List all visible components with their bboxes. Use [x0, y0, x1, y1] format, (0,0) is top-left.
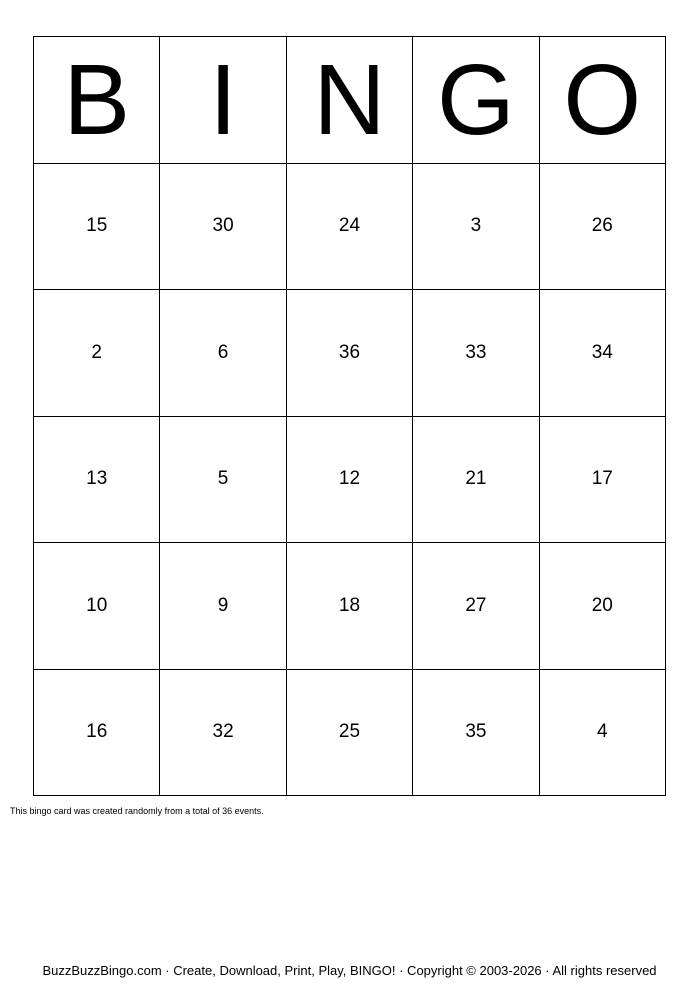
bingo-cell: 24	[287, 164, 413, 291]
bingo-cell: 26	[540, 164, 666, 291]
bingo-cell: 6	[160, 290, 286, 417]
bingo-cell: 35	[413, 670, 539, 797]
bingo-cell: 17	[540, 417, 666, 544]
bingo-cell: 25	[287, 670, 413, 797]
bingo-cell: 15	[34, 164, 160, 291]
card-note: This bingo card was created randomly from a total of 36 events.	[10, 806, 264, 816]
bingo-cell: 5	[160, 417, 286, 544]
bingo-cell: 20	[540, 543, 666, 670]
bingo-cell: 21	[413, 417, 539, 544]
page-footer: BuzzBuzzBingo.com · Create, Download, Print, Play, BINGO! · Copyright © 2003-2026 · All rights reserved	[42, 963, 657, 978]
bingo-cell: 9	[160, 543, 286, 670]
bingo-cell: 18	[287, 543, 413, 670]
bingo-cell: 32	[160, 670, 286, 797]
bingo-cell: 10	[34, 543, 160, 670]
header-letter-b: B	[34, 37, 160, 164]
bingo-cell: 16	[34, 670, 160, 797]
bingo-cell: 27	[413, 543, 539, 670]
bingo-cell: 2	[34, 290, 160, 417]
bingo-cell: 34	[540, 290, 666, 417]
header-letter-i: I	[160, 37, 286, 164]
header-letter-g: G	[413, 37, 539, 164]
bingo-cell: 12	[287, 417, 413, 544]
bingo-cell: 3	[413, 164, 539, 291]
bingo-cell: 4	[540, 670, 666, 797]
bingo-cell: 33	[413, 290, 539, 417]
header-letter-o: O	[540, 37, 666, 164]
bingo-cell: 30	[160, 164, 286, 291]
bingo-cell: 36	[287, 290, 413, 417]
header-letter-n: N	[287, 37, 413, 164]
bingo-cell: 13	[34, 417, 160, 544]
bingo-card	[33, 36, 666, 796]
